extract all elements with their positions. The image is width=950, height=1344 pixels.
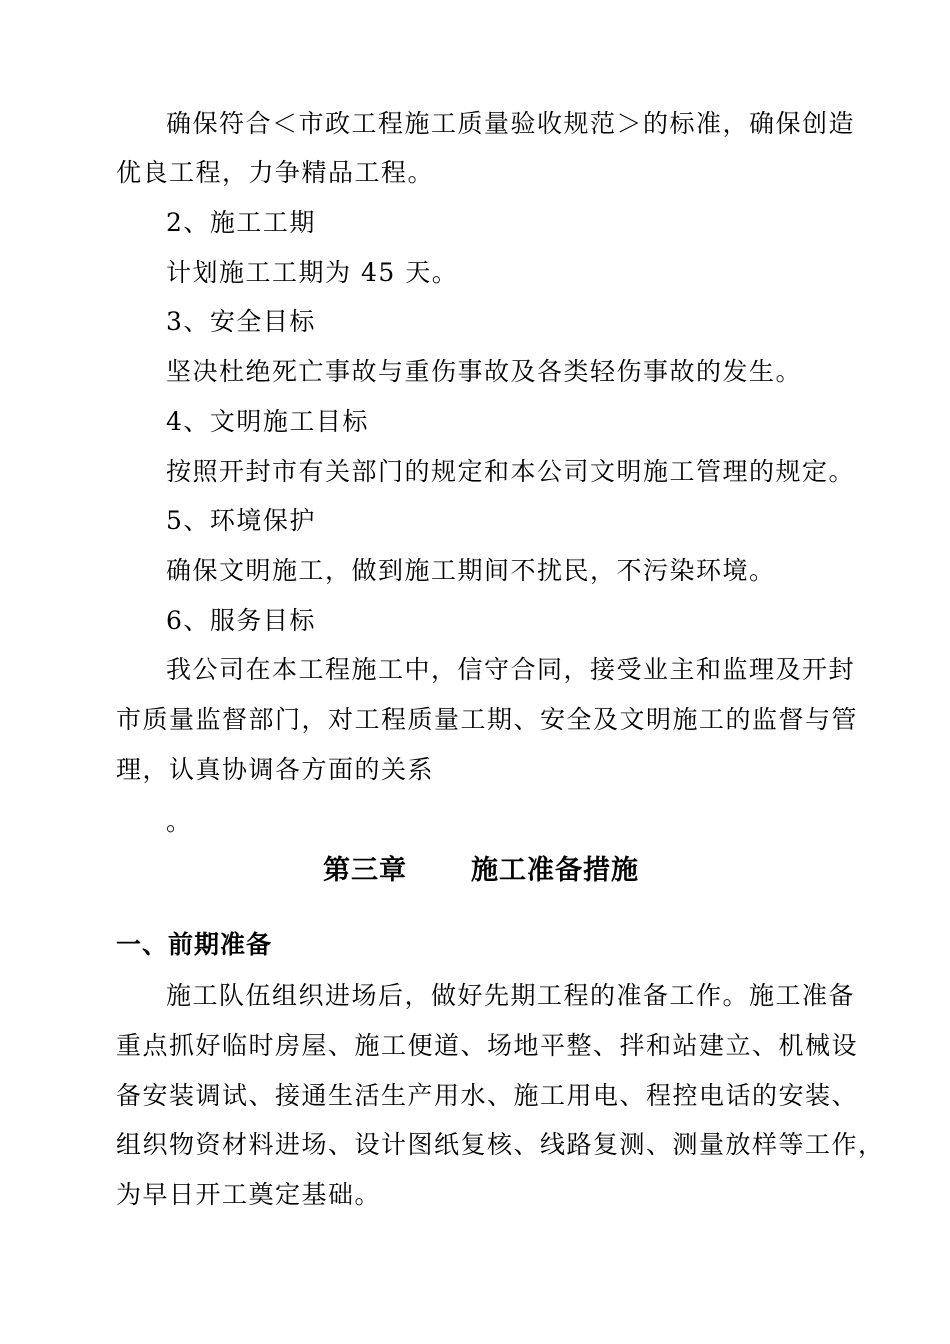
section-heading: 一、前期准备 xyxy=(116,930,273,959)
paragraph-line: 按照开封市有关部门的规定和本公司文明施工管理的规定。 xyxy=(166,457,856,486)
paragraph-line: 我公司在本工程施工中，信守合同，接受业主和监理及开封 xyxy=(166,655,856,684)
chapter-title: 施工准备措施 xyxy=(471,855,639,886)
paragraph-line: 优良工程，力争精品工程。 xyxy=(116,158,435,187)
paragraph-line: 组织物资材料进场、设计图纸复核、线路复测、测量放样等工作， xyxy=(116,1130,885,1159)
paragraph-line: 坚决杜绝死亡事故与重伤事故及各类轻伤事故的发生。 xyxy=(166,357,803,386)
paragraph-line: 备安装调试、接通生活生产用水、施工用电、程控电话的安装、 xyxy=(116,1081,859,1110)
paragraph-line: 为早日开工奠定基础。 xyxy=(116,1180,382,1209)
paragraph-line: 施工队伍组织进场后，做好先期工程的准备工作。施工准备 xyxy=(166,981,856,1010)
chapter-number: 第三章 xyxy=(323,855,407,886)
subheading-safety: 3、安全目标 xyxy=(166,307,316,336)
paragraph-line: 市质量监督部门，对工程质量工期、安全及文明施工的监督与管 xyxy=(116,705,859,734)
paragraph-line: 重点抓好临时房屋、施工便道、场地平整、拌和站建立、机械设 xyxy=(116,1031,859,1060)
paragraph-line: 理，认真协调各方面的关系 xyxy=(116,755,435,784)
subheading-schedule: 2、施工工期 xyxy=(166,208,316,237)
subheading-service: 6、服务目标 xyxy=(166,606,316,635)
subheading-civilized-construction: 4、文明施工目标 xyxy=(166,407,369,436)
subheading-environment: 5、环境保护 xyxy=(166,506,316,535)
paragraph-line: 确保符合＜市政工程施工质量验收规范＞的标准，确保创造 xyxy=(166,109,856,138)
paragraph-line: 。 xyxy=(166,807,193,836)
paragraph-line: 确保文明施工，做到施工期间不扰民，不污染环境。 xyxy=(166,556,776,585)
chapter-heading xyxy=(116,853,846,889)
paragraph-line: 计划施工工期为 45 天。 xyxy=(166,258,459,287)
